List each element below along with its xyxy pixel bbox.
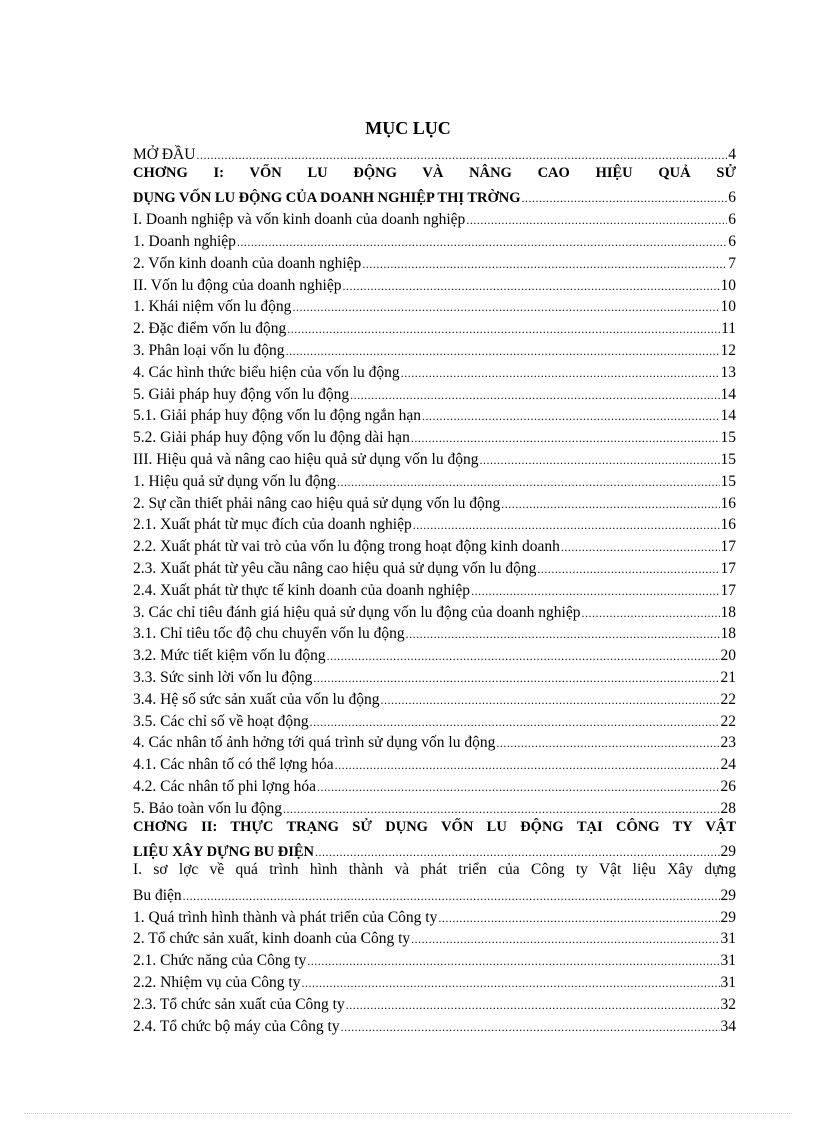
toc-entry-text: 5. Giải pháp huy động vốn lu động bbox=[133, 385, 350, 403]
toc-entry[interactable] bbox=[133, 905, 736, 927]
toc-entry[interactable] bbox=[133, 251, 736, 273]
toc-entry[interactable] bbox=[133, 229, 736, 251]
dot-leader bbox=[401, 364, 720, 382]
dot-leader bbox=[522, 189, 728, 207]
toc-entry[interactable] bbox=[133, 731, 736, 753]
toc-entry[interactable] bbox=[133, 491, 736, 513]
dot-leader bbox=[471, 582, 719, 600]
toc-entry-text: II. Vốn lu động của doanh nghiệp bbox=[133, 276, 342, 294]
toc-entry-text: 3. Các chỉ tiêu đánh giá hiệu quả sử dụng vốn lu động của doanh nghiệp bbox=[133, 603, 581, 621]
toc-entry-text: 2.3. Xuất phát từ yêu cầu nâng cao hiệu quả sử dụng vốn lu động bbox=[133, 559, 537, 577]
toc-page-number: 22 bbox=[720, 690, 736, 708]
toc-entry-text: 3. Phân loại vốn lu động bbox=[133, 341, 285, 359]
toc-entry[interactable] bbox=[133, 207, 736, 229]
toc-entry-text: 2.3. Tổ chức sản xuất của Công ty bbox=[133, 995, 345, 1013]
toc-entry[interactable] bbox=[133, 1014, 736, 1036]
dot-leader bbox=[406, 625, 720, 643]
toc-entry-text: 2.2. Nhiệm vụ của Công ty bbox=[133, 974, 301, 992]
dot-leader bbox=[301, 974, 719, 992]
toc-entry[interactable] bbox=[133, 643, 736, 665]
toc-chapter-2-heading[interactable] bbox=[133, 818, 736, 840]
toc-entry-text: 4. Các hình thức biểu hiện của vốn lu động bbox=[133, 363, 400, 381]
toc-entry-text: 1. Hiệu quả sử dụng vốn lu động bbox=[133, 472, 336, 490]
dot-leader bbox=[581, 604, 719, 622]
toc-page-number: 28 bbox=[720, 799, 736, 817]
toc-page-number: 31 bbox=[720, 974, 736, 992]
toc-entry-text: 2. Vốn kinh doanh của doanh nghiệp bbox=[133, 254, 362, 272]
toc-page-number: 22 bbox=[720, 712, 736, 730]
toc-entry-text: I. sơ lợc về quá trình hình thành và phát triển của Công ty Vật liệu Xây dựng bbox=[133, 861, 736, 879]
dot-leader bbox=[501, 495, 719, 513]
dot-leader bbox=[411, 930, 719, 948]
toc-entry[interactable] bbox=[133, 556, 736, 578]
toc-entry[interactable] bbox=[133, 622, 736, 644]
toc-page-number: 17 bbox=[720, 581, 736, 599]
dot-leader bbox=[422, 407, 719, 425]
toc-entry[interactable] bbox=[133, 404, 736, 426]
toc-entry-text: DỤNG VỐN LU ĐỘNG CỦA DOANH NGHIỆP THỊ TRỜNG bbox=[133, 190, 521, 207]
toc-entry-text: 1. Quá trình hình thành và phát triển của Công ty bbox=[133, 908, 438, 926]
page-title: MỤC LỤC bbox=[365, 118, 451, 138]
toc-entry-text: 3.1. Chỉ tiêu tốc độ chu chuyển vốn lu động bbox=[133, 625, 405, 643]
table-of-contents bbox=[133, 142, 736, 1036]
toc-entry-text: LIỆU XÂY DỰNG BU ĐIỆN bbox=[133, 844, 314, 861]
toc-page-number: 7 bbox=[728, 254, 736, 272]
toc-entry[interactable] bbox=[133, 534, 736, 556]
toc-entry-text: 1. Doanh nghiệp bbox=[133, 232, 236, 250]
toc-entry[interactable] bbox=[133, 665, 736, 687]
toc-page-number: 10 bbox=[720, 298, 736, 316]
dot-leader bbox=[310, 713, 720, 731]
toc-page-number: 31 bbox=[720, 930, 736, 948]
toc-page-number: 18 bbox=[720, 625, 736, 643]
toc-entry[interactable] bbox=[133, 338, 736, 360]
toc-entry-text: 4. Các nhân tố ảnh hởng tới quá trình sử dụng vốn lu động bbox=[133, 734, 496, 752]
toc-entry[interactable] bbox=[133, 447, 736, 469]
toc-entry[interactable] bbox=[133, 578, 736, 600]
dot-leader bbox=[537, 560, 719, 578]
toc-page-number: 12 bbox=[720, 341, 736, 359]
toc-page-number: 20 bbox=[720, 647, 736, 665]
toc-page-number: 13 bbox=[720, 363, 736, 381]
toc-entry[interactable] bbox=[133, 687, 736, 709]
toc-entry[interactable] bbox=[133, 295, 736, 317]
toc-page-number: 15 bbox=[720, 472, 736, 490]
toc-page-number: 31 bbox=[720, 952, 736, 970]
toc-entry-text: 5. Bảo toàn vốn lu động bbox=[133, 799, 282, 817]
toc-entry-text: 2.4. Tổ chức bộ máy của Công ty bbox=[133, 1017, 340, 1035]
toc-entry-text: 2. Sự cần thiết phải nâng cao hiệu quả sử dụng vốn lu động bbox=[133, 494, 501, 512]
toc-page-number: 18 bbox=[720, 603, 736, 621]
toc-page-number: 26 bbox=[720, 777, 736, 795]
dot-leader bbox=[496, 734, 719, 752]
page-bottom-border bbox=[24, 1113, 792, 1114]
dot-leader bbox=[337, 473, 720, 491]
toc-entry[interactable] bbox=[133, 927, 736, 949]
toc-entry[interactable] bbox=[133, 774, 736, 796]
dot-leader bbox=[350, 386, 719, 404]
toc-entry-text: 3.3. Sức sinh lời vốn lu động bbox=[133, 668, 313, 686]
dot-leader bbox=[479, 451, 719, 469]
toc-page-number: 6 bbox=[728, 232, 736, 250]
toc-entry-text: 3.5. Các chỉ số về hoạt động bbox=[133, 712, 309, 730]
toc-entry[interactable] bbox=[133, 360, 736, 382]
dot-leader bbox=[466, 211, 727, 229]
toc-entry-text: 4.1. Các nhân tố có thể lợng hóa bbox=[133, 756, 334, 774]
toc-page-number: 34 bbox=[720, 1017, 736, 1035]
toc-page-number: 11 bbox=[721, 320, 736, 338]
toc-entry-text: 3.2. Mức tiết kiệm vốn lu động bbox=[133, 647, 326, 665]
dot-leader bbox=[283, 800, 720, 818]
dot-leader bbox=[438, 909, 719, 927]
toc-entry[interactable] bbox=[133, 600, 736, 622]
dot-leader bbox=[327, 647, 720, 665]
toc-entry-intro[interactable] bbox=[133, 142, 736, 164]
toc-entry[interactable] bbox=[133, 992, 736, 1014]
toc-page-number: 10 bbox=[720, 276, 736, 294]
toc-page-number: 6 bbox=[728, 211, 736, 229]
toc-entry[interactable] bbox=[133, 316, 736, 338]
toc-chapter-1-heading-cont[interactable] bbox=[133, 186, 736, 208]
dot-leader bbox=[196, 146, 727, 164]
toc-entry-text: 3.4. Hệ số sức sản xuất của vốn lu động bbox=[133, 690, 380, 708]
toc-page-number: 17 bbox=[720, 559, 736, 577]
toc-entry-text: 1. Khái niệm vốn lu động bbox=[133, 298, 292, 316]
dot-leader bbox=[315, 843, 720, 861]
toc-entry-text: 2.1. Chức năng của Công ty bbox=[133, 952, 307, 970]
toc-entry-text: CHƠNG II: THỰC TRẠNG SỬ DỤNG VỐN LU ĐỘNG TẠI CÔNG TY VẬT bbox=[133, 818, 736, 835]
dot-leader bbox=[286, 342, 720, 360]
dot-leader bbox=[411, 429, 720, 447]
toc-page-number: 29 bbox=[720, 886, 736, 904]
toc-entry-text: 5.2. Giải pháp huy động vốn lu động dài hạn bbox=[133, 429, 410, 447]
dot-leader bbox=[380, 691, 719, 709]
toc-entry-text: 2. Tổ chức sản xuất, kinh doanh của Công ty bbox=[133, 930, 411, 948]
toc-entry[interactable] bbox=[133, 861, 736, 883]
toc-page-number: 21 bbox=[720, 668, 736, 686]
toc-chapter-2-heading-cont[interactable] bbox=[133, 840, 736, 862]
toc-entry[interactable] bbox=[133, 948, 736, 970]
toc-page-number: 4 bbox=[728, 145, 736, 163]
dot-leader bbox=[561, 538, 720, 556]
toc-entry-text: CHƠNG I: VỐN LU ĐỘNG VÀ NÂNG CAO HIỆU QUẢ SỬ bbox=[133, 164, 736, 181]
dot-leader bbox=[317, 778, 720, 796]
toc-entry-text: III. Hiệu quả và nâng cao hiệu quả sử dụng vốn lu động bbox=[133, 450, 479, 468]
toc-entry-text: 2.2. Xuất phát từ vai trò của vốn lu động trong hoạt động kinh doanh bbox=[133, 538, 560, 556]
toc-entry-text: 2. Đặc điểm vốn lu động bbox=[133, 320, 287, 338]
toc-page-number: 15 bbox=[720, 429, 736, 447]
dot-leader bbox=[183, 887, 720, 905]
toc-entry-text: I. Doanh nghiệp và vốn kinh doanh của doanh nghiệp bbox=[133, 211, 466, 229]
toc-entry-text: 4.2. Các nhân tố phi lợng hóa bbox=[133, 777, 316, 795]
dot-leader bbox=[335, 756, 720, 774]
toc-entry-cont[interactable] bbox=[133, 883, 736, 905]
toc-page-number: 16 bbox=[720, 494, 736, 512]
toc-page-number: 15 bbox=[720, 450, 736, 468]
dot-leader bbox=[413, 516, 720, 534]
toc-entry[interactable] bbox=[133, 513, 736, 535]
toc-entry[interactable] bbox=[133, 425, 736, 447]
toc-entry-text: Bu điện bbox=[133, 886, 182, 904]
dot-leader bbox=[341, 1018, 720, 1036]
toc-entry[interactable] bbox=[133, 796, 736, 818]
toc-page-number: 16 bbox=[720, 516, 736, 534]
dot-leader bbox=[292, 298, 719, 316]
toc-page-number: 32 bbox=[720, 995, 736, 1013]
toc-entry-text: 2.1. Xuất phát từ mục đích của doanh nghiệp bbox=[133, 516, 412, 534]
toc-page-number: 6 bbox=[728, 189, 736, 207]
toc-page-number: 24 bbox=[720, 756, 736, 774]
toc-entry[interactable] bbox=[133, 752, 736, 774]
toc-entry[interactable] bbox=[133, 382, 736, 404]
toc-entry[interactable] bbox=[133, 273, 736, 295]
toc-entry-text: 5.1. Giải pháp huy động vốn lu động ngắn hạn bbox=[133, 407, 422, 425]
toc-entry[interactable] bbox=[133, 709, 736, 731]
toc-page-number: 23 bbox=[720, 734, 736, 752]
dot-leader bbox=[307, 952, 719, 970]
toc-entry-text: 2.4. Xuất phát từ thực tế kinh doanh của doanh nghiệp bbox=[133, 581, 471, 599]
dot-leader bbox=[313, 669, 719, 687]
toc-page-number: 14 bbox=[720, 385, 736, 403]
toc-entry[interactable] bbox=[133, 469, 736, 491]
dot-leader bbox=[362, 255, 727, 273]
toc-page-number: 29 bbox=[720, 908, 736, 926]
dot-leader bbox=[343, 277, 720, 295]
toc-page-number: 17 bbox=[720, 538, 736, 556]
dot-leader bbox=[287, 320, 720, 338]
dot-leader bbox=[346, 996, 720, 1014]
toc-page-number: 14 bbox=[720, 407, 736, 425]
toc-entry[interactable] bbox=[133, 970, 736, 992]
dot-leader bbox=[237, 233, 727, 251]
toc-page-number: 29 bbox=[720, 843, 736, 861]
toc-chapter-1-heading[interactable] bbox=[133, 164, 736, 186]
toc-entry-text: MỞ ĐẦU bbox=[133, 145, 196, 163]
